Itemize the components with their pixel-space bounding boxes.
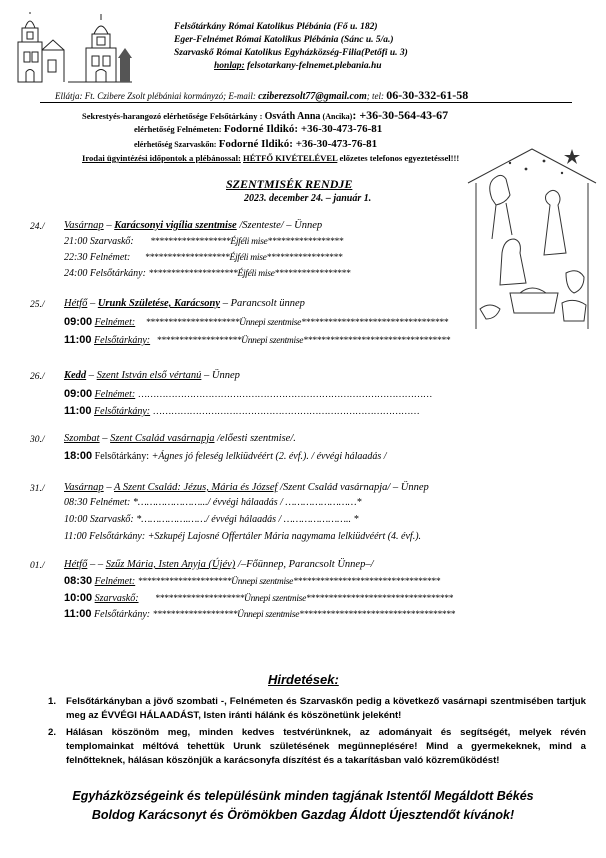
mass-location: Szarvaskő: bbox=[89, 236, 134, 247]
sacristan-phone: : +36-30-564-43-67 bbox=[352, 108, 449, 122]
mass-time: 11:00 bbox=[64, 334, 92, 346]
day-rest: – Ünnep bbox=[201, 370, 240, 381]
office-highlight: HÉTFŐ KIVÉTELÉVEL bbox=[243, 153, 338, 163]
day-rest: /Szent Család vasárnapja/ – Ünnep bbox=[277, 482, 429, 493]
mass-row bbox=[64, 388, 432, 400]
mass-row bbox=[64, 608, 455, 620]
mass-location: Szarvaskő: bbox=[89, 514, 134, 525]
header-divider bbox=[40, 102, 572, 103]
szarvasko-contact bbox=[134, 138, 377, 150]
day-name: Vasárnap bbox=[64, 482, 104, 493]
mass-row bbox=[64, 514, 358, 525]
day-heading bbox=[64, 370, 240, 381]
day-sep: – – bbox=[87, 559, 106, 570]
feast-name: Szűz Mária, Isten Anyja (Újév) bbox=[105, 559, 236, 570]
day-name: Hétfő bbox=[64, 559, 88, 570]
announcement-number: 2. bbox=[48, 727, 57, 738]
mass-text: *******************Éjféli mise***************** bbox=[144, 253, 343, 263]
office-hours bbox=[82, 153, 459, 163]
mass-time: 10:00 bbox=[64, 592, 93, 604]
day-name: Szombat bbox=[64, 433, 100, 444]
mass-time: 11:00 bbox=[64, 608, 92, 620]
website-line bbox=[214, 61, 382, 71]
mass-text: *………………….../ évvégi hálaadás / ……………………* bbox=[132, 497, 362, 508]
schedule-title: SZENTMISÉK RENDJE bbox=[226, 177, 353, 191]
mass-text: *********************Ünnepi szentmise********************************* bbox=[145, 318, 448, 328]
mass-row bbox=[64, 450, 387, 462]
day-number: 31./ bbox=[30, 484, 45, 494]
mass-location: Felsőtárkány: bbox=[89, 268, 146, 279]
sacristan-line bbox=[82, 108, 448, 123]
mass-time: 18:00 bbox=[64, 450, 93, 462]
day-number: 25./ bbox=[30, 300, 45, 310]
website-value: felsotarkany-felnemet.plebania.hu bbox=[247, 61, 382, 71]
office-prefix: Irodai ügyintézési időpontok a plébánossal: bbox=[82, 153, 241, 163]
mass-text: …………………………………………………………………………… bbox=[152, 407, 420, 417]
sacristan-nick: (Ancika) bbox=[322, 112, 353, 121]
mass-time: 11:00 bbox=[64, 531, 87, 542]
schedule-dates: 2023. december 24. – január 1. bbox=[244, 193, 372, 204]
mass-location: Felnémet: bbox=[94, 317, 136, 328]
mass-time: 10:00 bbox=[64, 514, 88, 525]
announcement-text: Hálásan köszönöm meg, minden kedves testvérünknek, az adományait és segítségét, melyek révén templomainkat méltóvá tehettük Urunk születésének megünneplésére! Mind a gyermekeknek, mind a felnőtteknek, hálásan köszönjük a karácsonyfa díszítést és a takarításban való közreműködést! bbox=[66, 727, 586, 766]
mass-location: Felnémet: bbox=[94, 389, 136, 400]
mass-text: *******************Ünnepi szentmise********************************* bbox=[156, 336, 450, 346]
mass-row bbox=[64, 334, 450, 346]
mass-text: *********************Ünnepi szentmise********************************* bbox=[137, 577, 440, 587]
mass-text: +Szkupéj Lajosné Offertáler Mária nagymama lelkiüdvéért (4. évf.). bbox=[147, 531, 422, 542]
felnemet-contact bbox=[134, 123, 382, 135]
day-heading bbox=[64, 220, 322, 231]
mass-time: 08:30 bbox=[64, 575, 93, 587]
day-sep: – bbox=[87, 298, 98, 309]
mass-text: ********************Ünnepi szentmise********************************* bbox=[155, 594, 453, 604]
mass-time: 24:00 bbox=[64, 268, 88, 279]
day-sep: – bbox=[86, 370, 97, 381]
day-sep: – bbox=[103, 482, 114, 493]
feast-name: Karácsonyi vigília szentmise bbox=[114, 220, 237, 231]
day-sep: – bbox=[103, 220, 115, 231]
office-suffix: előzetes telefonos egyeztetéssel!!! bbox=[339, 153, 460, 163]
header-line-3: Szarvaskő Római Katolikus Egyházközség-Filia(Petőfi u. 3) bbox=[174, 48, 408, 58]
sacristan-name: Osváth Anna bbox=[264, 111, 321, 122]
day-heading bbox=[64, 482, 429, 493]
mass-location: Felnémet: bbox=[89, 497, 131, 508]
nativity-illustration bbox=[466, 143, 598, 331]
feast-name: Urunk Születése, Karácsony bbox=[97, 298, 221, 309]
mass-location: Felsőtárkány: bbox=[94, 335, 151, 346]
day-rest: /Szenteste/ – Ünnep bbox=[236, 220, 323, 231]
mass-location: Felsőtárkány: bbox=[94, 451, 150, 462]
day-rest: /–Főünnep, Parancsolt Ünnep–/ bbox=[235, 559, 374, 570]
announcements-title: Hirdetések: bbox=[268, 672, 339, 687]
mass-location: Felsőtárkány: bbox=[94, 406, 151, 417]
mass-text: ********************Éjféli mise***************** bbox=[148, 269, 351, 279]
mass-row bbox=[64, 405, 419, 417]
mass-location: Felsőtárkány: bbox=[94, 609, 151, 620]
day-number: 30./ bbox=[30, 435, 45, 445]
mass-time: 09:00 bbox=[64, 316, 93, 328]
mass-row bbox=[64, 268, 350, 279]
mass-time: 21:00 bbox=[64, 236, 88, 247]
felnemet-value: Fodorné Ildikó: +36-30-473-76-81 bbox=[223, 123, 383, 135]
day-heading bbox=[64, 559, 374, 570]
mass-location: Felsőtárkány: bbox=[89, 531, 146, 542]
sacristan-label: Sekrestyés-harangozó elérhetősége Felsőtárkány : bbox=[82, 111, 263, 121]
tel-value: 06-30-332-61-58 bbox=[386, 88, 469, 102]
day-number: 24./ bbox=[30, 222, 45, 232]
announcement-text: Felsőtárkányban a jövő szombati -, Felnémeten és Szarvaskőn pedig a következő vasárnapi szentmisében tartjuk meg az ÉVVÉGI HÁLAADÁST, Isten iránti hálánk és köszönetünk jeleként! bbox=[66, 696, 586, 721]
mass-time: 08:30 bbox=[64, 497, 88, 508]
mass-location: Felnémet: bbox=[94, 576, 136, 587]
mass-text: …………………………………………………………………………………… bbox=[137, 390, 433, 400]
day-sep: – bbox=[99, 433, 111, 444]
day-name: Hétfő bbox=[64, 298, 88, 309]
mass-row bbox=[64, 316, 448, 328]
mass-time: 09:00 bbox=[64, 388, 93, 400]
felnemet-label: elérhetőség Felnémeten: bbox=[134, 124, 222, 134]
mass-location: Szarvaskő: bbox=[94, 593, 139, 604]
mass-text: ******************Éjféli mise***************** bbox=[150, 237, 344, 247]
tel-label: ; tel: bbox=[366, 91, 384, 101]
church-logo bbox=[8, 12, 138, 84]
mass-row bbox=[64, 592, 453, 604]
mass-time: 11:00 bbox=[64, 405, 92, 417]
day-heading bbox=[64, 298, 305, 309]
closing-line-2: Boldog Karácsonyt és Örömökben Gazdag Áldott Újesztendőt kívánok! bbox=[91, 808, 515, 822]
header-line-1: Felsőtárkány Római Katolikus Plébánia (Fő u. 182) bbox=[174, 22, 378, 32]
day-heading bbox=[64, 433, 296, 444]
header-line-2: Eger-Felnémet Római Katolikus Plébánia (Sánc u. 5/a.) bbox=[174, 35, 394, 45]
day-name: Vasárnap bbox=[64, 220, 104, 231]
website-label: honlap: bbox=[214, 61, 245, 71]
announcement-number: 1. bbox=[48, 696, 57, 707]
day-number: 26./ bbox=[30, 372, 45, 382]
mass-time: 22:30 bbox=[64, 252, 88, 263]
mass-row bbox=[64, 252, 342, 263]
day-number: 01./ bbox=[30, 561, 45, 571]
mass-row bbox=[64, 236, 343, 247]
mass-row bbox=[64, 531, 421, 542]
mass-text: *…………….……/ évvégi hálaadás / ………………….. * bbox=[136, 514, 359, 525]
mass-location: Felnémet: bbox=[89, 252, 131, 263]
day-name: Kedd bbox=[64, 370, 87, 381]
mass-row bbox=[64, 497, 362, 508]
day-rest: /előesti szentmise/. bbox=[214, 433, 296, 444]
szarvasko-label: elérhetőség Szarvaskőn: bbox=[134, 140, 217, 149]
szarvasko-value: Fodorné Ildikó: +36-30-473-76-81 bbox=[218, 138, 378, 150]
feast-name: Szent Család vasárnapja bbox=[110, 433, 215, 444]
mass-text: *******************Ünnepi szentmise*********************************** bbox=[152, 610, 455, 620]
closing-line-1: Egyházközségeink és településünk minden tagjának Istentől Megáldott Békés bbox=[72, 789, 534, 803]
feast-name: Szent István első vértanú bbox=[96, 370, 202, 381]
mass-text: +Ágnes jó feleség lelkiüdvéért (2. évf.). / évvégi hálaadás / bbox=[151, 451, 387, 462]
feast-name: A Szent Család: Jézus, Mária és József bbox=[114, 482, 278, 493]
day-rest: – Parancsolt ünnep bbox=[220, 298, 305, 309]
priest-text: Ellátja: Ft. Czibere Zsolt plébániai kormányzó; E-mail: bbox=[55, 91, 256, 101]
priest-contact bbox=[55, 88, 468, 103]
mass-row bbox=[64, 575, 440, 587]
email-value: cziberezsolt77@gmail.com bbox=[258, 91, 367, 102]
